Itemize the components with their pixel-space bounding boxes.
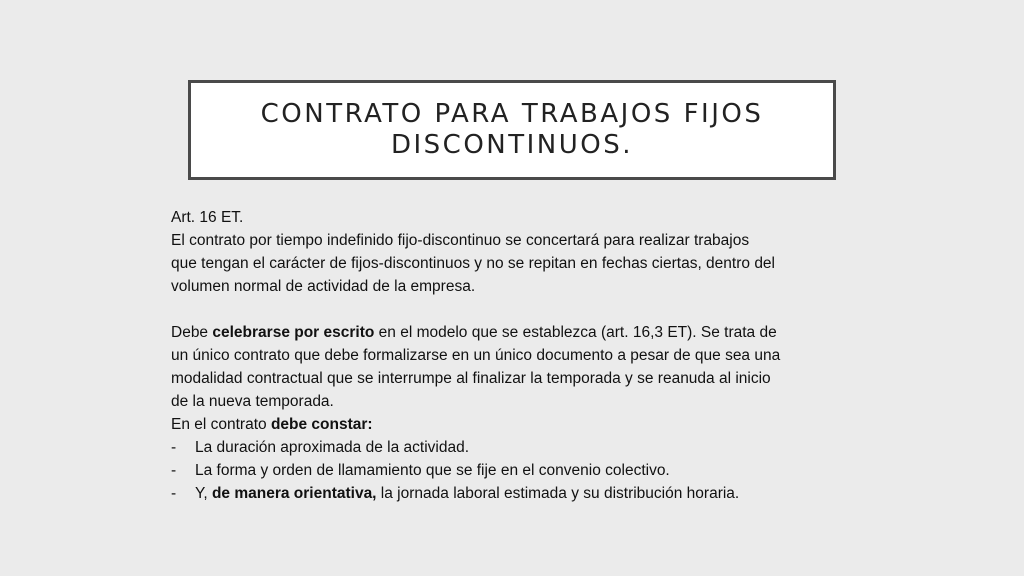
- article-reference: Art. 16 ET.: [171, 209, 244, 226]
- list-item-text-part: Y,: [195, 485, 212, 502]
- list-bullet-dash: -: [171, 462, 177, 479]
- paragraph-2-line-1: [171, 321, 871, 344]
- paragraph-1-line-3: volumen normal de actividad de la empresa.: [171, 278, 476, 295]
- list-item: [171, 436, 871, 459]
- list-item-text-part: la jornada laboral estimada y su distribución horaria.: [376, 485, 740, 502]
- paragraph-2-emphasis: celebrarse por escrito: [212, 324, 375, 341]
- list-item: [171, 459, 871, 482]
- paragraph-2-line-3: modalidad contractual que se interrumpe al finalizar la temporada y se reanuda al inicio: [171, 370, 771, 387]
- paragraph-2-line-2: un único contrato que debe formalizarse en un único documento a pesar de que sea una: [171, 347, 781, 364]
- paragraph-2-text: en el modelo que se establezca (art. 16,3 ET). Se trata de: [374, 324, 777, 341]
- list-intro: [171, 413, 871, 436]
- list-bullet-dash: -: [171, 485, 177, 502]
- slide-body: [171, 206, 871, 505]
- list-item-emphasis: de manera orientativa,: [211, 485, 377, 502]
- slide-title-line-1: CONTRATO PARA TRABAJOS FIJOS: [260, 99, 764, 129]
- list-intro-emphasis: debe constar:: [270, 416, 373, 433]
- slide-title-line-2: DISCONTINUOS.: [390, 130, 634, 160]
- paragraph-2-text: Debe: [171, 324, 213, 341]
- paragraph-spacer: [171, 298, 871, 321]
- list-intro-text: En el contrato: [171, 416, 271, 433]
- list-item-text: [195, 482, 739, 505]
- paragraph-2-line-4: de la nueva temporada.: [171, 393, 334, 410]
- list-item: [171, 482, 871, 505]
- list-item-text: La forma y orden de llamamiento que se fije en el convenio colectivo.: [195, 462, 670, 479]
- list-item-text: La duración aproximada de la actividad.: [195, 439, 470, 456]
- paragraph-1-line-1: El contrato por tiempo indefinido fijo-discontinuo se concertará para realizar trabajos: [171, 232, 750, 249]
- list-bullet-dash: -: [171, 439, 177, 456]
- paragraph-1-line-2: que tengan el carácter de fijos-discontinuos y no se repitan en fechas ciertas, dentro del: [171, 255, 776, 272]
- slide-title-box: [188, 80, 836, 180]
